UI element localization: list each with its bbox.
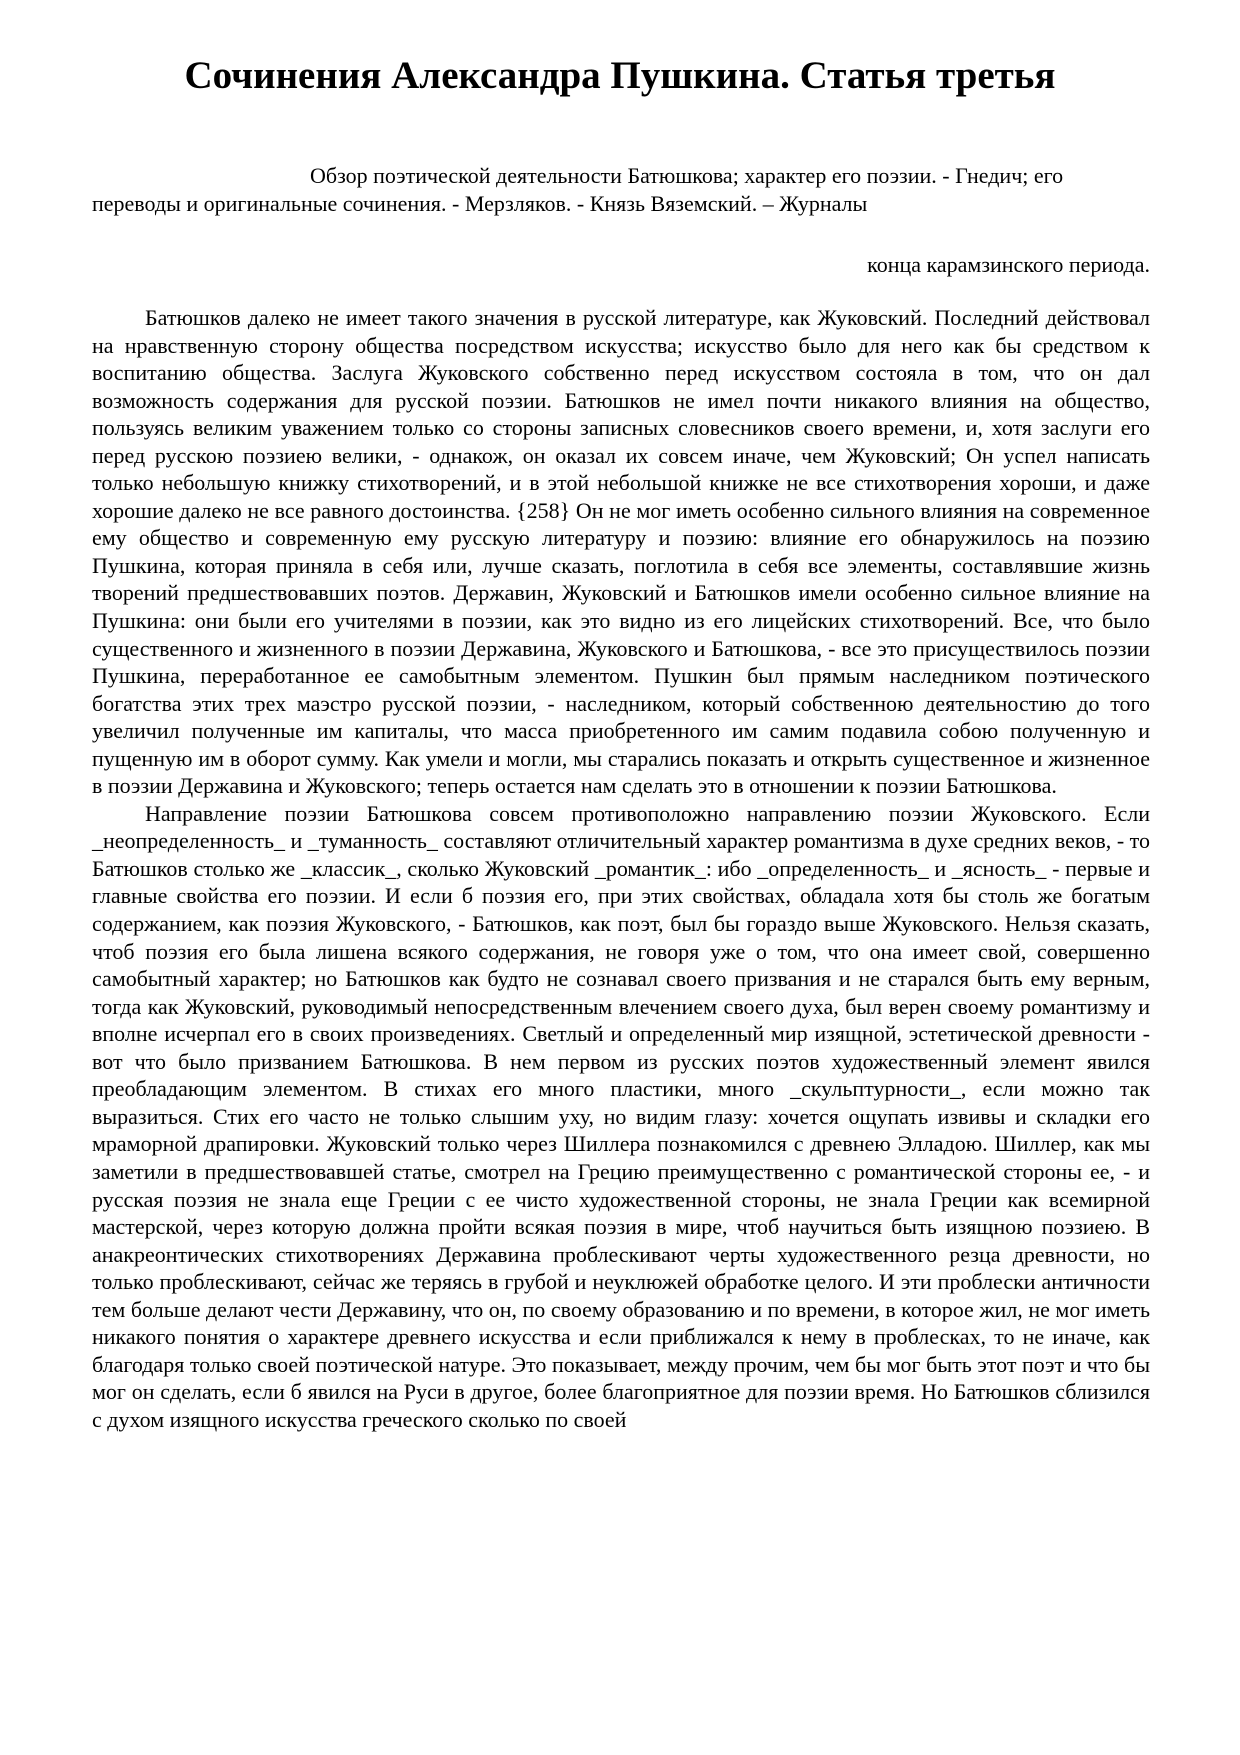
subtitle-line-1: Обзор поэтической деятельности Батюшкова; характер его поэзии. - Гнедич; его переводы и оригинальные сочинения. - Мерзляков. - Князь Вяземский. – Журналы (92, 163, 1064, 216)
body-text (92, 304, 1150, 1433)
page-title: Сочинения Александра Пушкина. Статья третья (184, 54, 1056, 97)
paragraph-2: Направление поэзии Батюшкова совсем противоположно направлению поэзии Жуковского. Если _неопределенность_ и _туманность_ составляют отличительный характер романтизма в духе средних веков, - то Батюшков столько же _классик_, сколько Жуковский _романтик_: ибо _определенность_ и _ясность_ - первые и главные свойства его поэзии. И если б поэзия его, при этих свойствах, обладала хотя бы столь же богатым содержанием, как поэзия Жуковского, - Батюшков, как поэт, был бы гораздо выше Жуковского. Нельзя сказать, чтоб поэзия его была лишена всякого содержания, не говоря уже о том, что она имеет свой, совершенно самобытный характер; но Батюшков как будто не сознавал своего призвания и не старался быть ему верным, тогда как Жуковский, руководимый непосредственным влечением своего духа, был верен своему романтизму и вполне исчерпал его в своих произведениях. Светлый и определенный мир изящной, эстетической древности - вот что было призванием Батюшкова. В нем первом из русских поэтов художественный элемент явился преобладающим элементом. В стихах его много пластики, много _скульптурности_, если можно так выразиться. Стих его часто не только слышим уху, но видим глазу: хочется ощупать извивы и складки его мраморной драпировки. Жуковский только через Шиллера познакомился с древнею Элладою. Шиллер, как мы заметили в предшествовавшей статье, смотрел на Грецию преимущественно с романтической стороны ее, - и русская поэзия не знала еще Греции с ее чисто художественной стороны, не знала Греции как всемирной мастерской, через которую должна пройти всякая поэзия в мире, чтоб научиться быть изящною поэзиею. В анакреонтических стихотворениях Державина проблескивают черты художественного резца древности, но только проблескивают, сейчас же теряясь в грубой и неуклюжей обработке целого. И эти проблески античности тем больше делают чести Державину, что он, по своему образованию и по времени, в которое жил, не мог иметь никакого понятия о характере древнего искусства и если приближался к нему в проблесках, то не иначе, как благодаря только своей поэтической натуре. Это показывает, между прочим, чем бы мог быть этот поэт и что бы мог он сделать, если б явился на Руси в другое, более благоприятное для поэзии время. Но Батюшков сблизился с духом изящного искусства греческого сколько по своей (92, 800, 1150, 1432)
paragraph-1: Батюшков далеко не имеет такого значения в русской литературе, как Жуковский. Последний действовал на нравственную сторону общества посредством искусства; искусство было для него как бы средством к воспитанию общества. Заслуга Жуковского собственно перед искусством состояла в том, что он дал возможность содержания для русской поэзии. Батюшков не имел почти никакого влияния на общество, пользуясь великим уважением только со стороны записных словесников своего времени, и, хотя заслуги его перед русскою поэзиею велики, - однакож, он оказал их совсем иначе, чем Жуковский; Он успел написать только небольшую книжку стихотворений, и в этой небольшой книжке не все стихотворения хороши, и даже хорошие далеко не все равного достоинства. {258} Он не мог иметь особенно сильного влияния на современное ему общество и современную ему русскую литературу и поэзию: влияние его обнаружилось на поэзию Пушкина, которая приняла в себя или, лучше сказать, поглотила в себя все элементы, составлявшие жизнь творений предшествовавших поэтов. Державин, Жуковский и Батюшков имели особенно сильное влияние на Пушкина: они были его учителями в поэзии, как это видно из его лицейских стихотворений. Все, что было существенного и жизненного в поэзии Державина, Жуковского и Батюшкова, - все это присуществилось поэзии Пушкина, переработанное ее самобытным элементом. Пушкин был прямым наследником поэтического богатства этих трех маэстро русской поэзии, - наследником, который собственною деятельностию до того увеличил полученные им капиталы, что масса приобретенного им самим подавила собою полученную и пущенную им в оборот сумму. Как умели и могли, мы старались показать и открыть существенное и жизненное в поэзии Державина и Жуковского; теперь остается нам сделать это в отношении к поэзии Батюшкова. (92, 305, 1150, 799)
subtitle-line-2: конца карамзинского периода. (867, 252, 1150, 277)
